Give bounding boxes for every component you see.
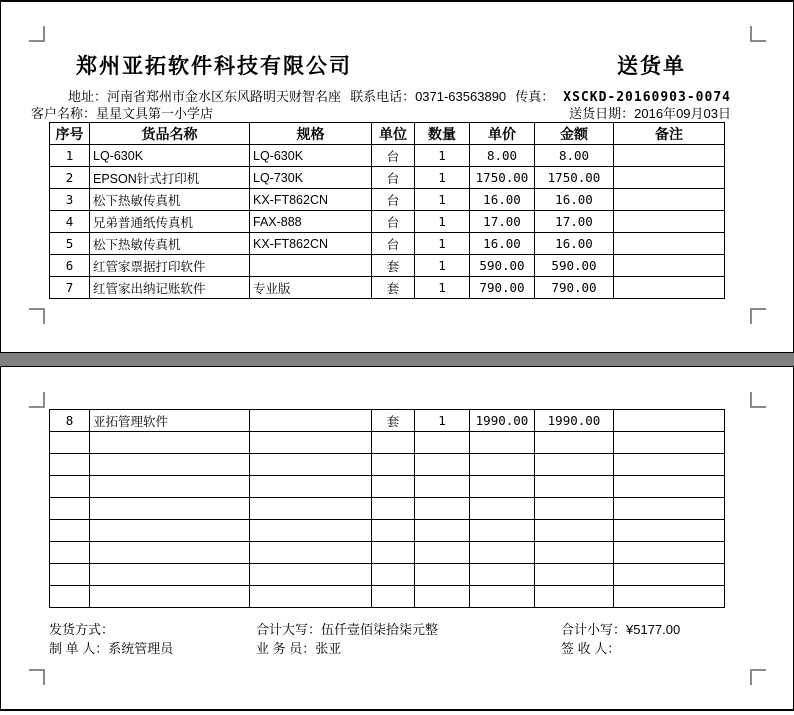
table-row (50, 233, 725, 255)
total-in-words-value: 伍仟壹佰柒拾柒元整 (321, 622, 439, 637)
cell-no: 2 (50, 167, 90, 189)
total-in-figures-label: 合计小写： (561, 622, 627, 637)
page-separator (0, 353, 794, 366)
cell-qty: 1 (415, 255, 470, 277)
order-number: XSCKD-20160903-0074 (563, 90, 731, 105)
cell-spec: LQ-730K (250, 167, 372, 189)
ship-method (49, 619, 114, 638)
cell-note (614, 233, 725, 255)
cell-no: 5 (50, 233, 90, 255)
table-row (50, 189, 725, 211)
margin-mark-bottom-left (29, 669, 45, 685)
table-row-empty (50, 564, 725, 586)
cell-unit: 套 (372, 410, 415, 432)
cell-amount: 16.00 (535, 189, 614, 211)
cell-spec: LQ-630K (250, 145, 372, 167)
cell-qty: 1 (415, 233, 470, 255)
cell-price: 1990.00 (470, 410, 535, 432)
cell-name: 兄弟普通纸传真机 (90, 211, 250, 233)
col-header-name: 货品名称 (90, 123, 250, 145)
margin-mark-top-right (750, 392, 766, 408)
table-row (50, 277, 725, 299)
delivery-date: 送货日期：2016年09月03日 (569, 106, 731, 121)
cell-amount: 590.00 (535, 255, 614, 277)
total-in-figures (561, 619, 680, 638)
cell-unit: 台 (372, 167, 415, 189)
cell-spec: KX-FT862CN (250, 189, 372, 211)
table-row-empty (50, 542, 725, 564)
cell-no: 4 (50, 211, 90, 233)
cell-unit: 套 (372, 277, 415, 299)
cell-name: EPSON针式打印机 (90, 167, 250, 189)
cell-spec (250, 410, 372, 432)
table-row-empty (50, 586, 725, 608)
cell-amount: 1990.00 (535, 410, 614, 432)
cell-price: 8.00 (470, 145, 535, 167)
cell-no: 7 (50, 277, 90, 299)
phone-text: 联系电话：0371-63563890 (350, 89, 507, 104)
table-row (50, 410, 725, 432)
cell-price: 16.00 (470, 189, 535, 211)
cell-price: 790.00 (470, 277, 535, 299)
cell-no: 3 (50, 189, 90, 211)
fax-label: 传真： (515, 89, 555, 104)
cell-no: 8 (50, 410, 90, 432)
cell-amount: 16.00 (535, 233, 614, 255)
cell-unit: 套 (372, 255, 415, 277)
col-header-no: 序号 (50, 123, 90, 145)
col-header-spec: 规格 (250, 123, 372, 145)
cell-name: 红管家出纳记账软件 (90, 277, 250, 299)
margin-mark-bottom-left (29, 308, 45, 324)
table-header-row (50, 123, 725, 145)
ship-method-label: 发货方式： (49, 622, 115, 637)
table-row-empty (50, 498, 725, 520)
cell-qty: 1 (415, 189, 470, 211)
total-in-words (256, 619, 438, 638)
margin-mark-bottom-right (750, 669, 766, 685)
cell-amount: 790.00 (535, 277, 614, 299)
cell-price: 590.00 (470, 255, 535, 277)
table-row-empty (50, 520, 725, 542)
salesman-value: 张亚 (315, 641, 342, 656)
cell-note (614, 145, 725, 167)
cell-unit: 台 (372, 189, 415, 211)
cell-unit: 台 (372, 145, 415, 167)
margin-mark-top-left (29, 392, 45, 408)
address-text: 地址：河南省郑州市金水区东风路明天财智名座 (68, 89, 342, 104)
cell-name: 亚拓管理软件 (90, 410, 250, 432)
col-header-qty: 数量 (415, 123, 470, 145)
table-row (50, 145, 725, 167)
cell-qty: 1 (415, 277, 470, 299)
cell-spec: 专业版 (250, 277, 372, 299)
page-1 (0, 0, 794, 353)
cell-price: 17.00 (470, 211, 535, 233)
cell-note (614, 189, 725, 211)
goods-table-page2 (49, 409, 725, 608)
total-in-figures-value: ¥5177.00 (626, 622, 681, 637)
salesman-label: 业 务 员： (256, 641, 316, 656)
salesman (256, 638, 341, 657)
cell-price: 1750.00 (470, 167, 535, 189)
goods-table-page1 (49, 122, 725, 299)
table-row (50, 211, 725, 233)
table-row (50, 167, 725, 189)
cell-amount: 8.00 (535, 145, 614, 167)
cell-no: 1 (50, 145, 90, 167)
maker-value: 系统管理员 (108, 641, 174, 656)
col-header-price: 单价 (470, 123, 535, 145)
table-row (50, 255, 725, 277)
cell-note (614, 277, 725, 299)
cell-qty: 1 (415, 211, 470, 233)
cell-price: 16.00 (470, 233, 535, 255)
cell-name: 松下热敏传真机 (90, 233, 250, 255)
cell-spec: KX-FT862CN (250, 233, 372, 255)
cell-unit: 台 (372, 233, 415, 255)
cell-amount: 17.00 (535, 211, 614, 233)
cell-name: LQ-630K (90, 145, 250, 167)
receiver (561, 638, 620, 657)
cell-name: 红管家票据打印软件 (90, 255, 250, 277)
cell-spec (250, 255, 372, 277)
customer-name: 客户名称：星星文具第一小学店 (31, 106, 214, 121)
cell-note (614, 410, 725, 432)
cell-note (614, 167, 725, 189)
margin-mark-top-left (29, 26, 45, 42)
margin-mark-top-right (750, 26, 766, 42)
receiver-label: 签 收 人： (561, 641, 621, 656)
cell-note (614, 211, 725, 233)
col-header-note: 备注 (614, 123, 725, 145)
cell-note (614, 255, 725, 277)
table-row-empty (50, 476, 725, 498)
document-maker (49, 638, 173, 657)
col-header-amount: 金额 (535, 123, 614, 145)
cell-amount: 1750.00 (535, 167, 614, 189)
margin-mark-bottom-right (750, 308, 766, 324)
doc-title: 送货单 (617, 55, 686, 78)
page-2 (0, 366, 794, 711)
cell-qty: 1 (415, 145, 470, 167)
cell-qty: 1 (415, 410, 470, 432)
table-row-empty (50, 454, 725, 476)
customer-line (31, 103, 731, 122)
cell-no: 6 (50, 255, 90, 277)
cell-spec: FAX-888 (250, 211, 372, 233)
maker-label: 制 单 人： (49, 641, 109, 656)
cell-unit: 台 (372, 211, 415, 233)
table-row-empty (50, 432, 725, 454)
cell-name: 松下热敏传真机 (90, 189, 250, 211)
title-row (1, 50, 793, 80)
total-in-words-label: 合计大写： (256, 622, 322, 637)
col-header-unit: 单位 (372, 123, 415, 145)
company-title: 郑州亚拓软件科技有限公司 (76, 55, 352, 78)
cell-qty: 1 (415, 167, 470, 189)
